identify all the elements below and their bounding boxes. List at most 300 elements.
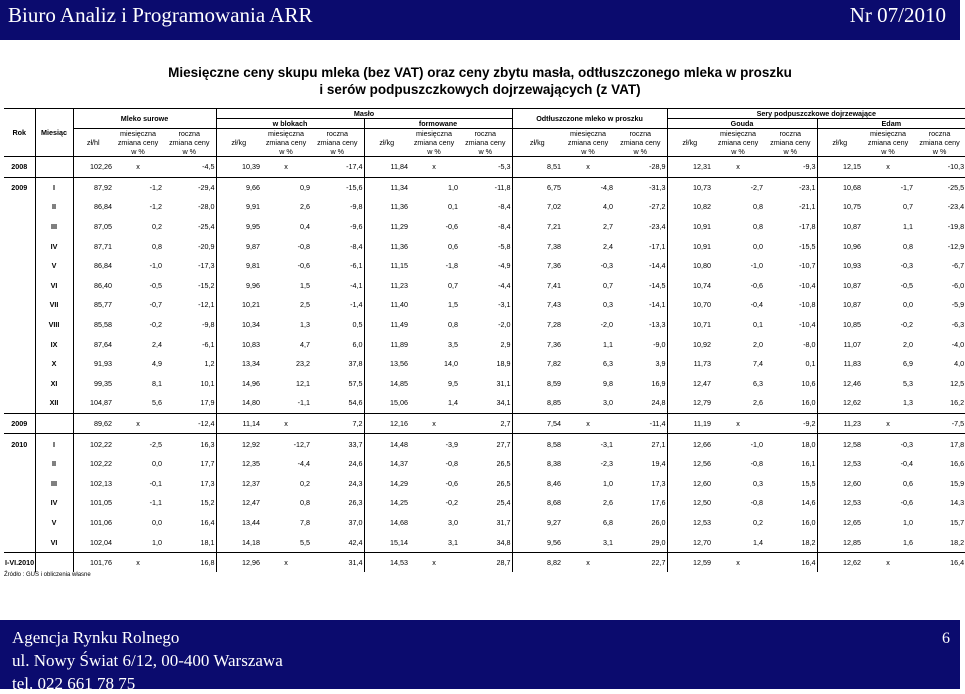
cell-value: 14,68 bbox=[364, 513, 409, 533]
cell-month: II bbox=[35, 454, 73, 474]
table-row bbox=[4, 334, 965, 354]
cell-value: 10,73 bbox=[667, 177, 712, 197]
cell-value: -12,4 bbox=[163, 413, 216, 434]
cell-value: 23,2 bbox=[296, 359, 310, 369]
col-edam: Edam bbox=[817, 119, 965, 129]
cell-year bbox=[4, 295, 35, 315]
cell-value: 2,0 bbox=[903, 339, 914, 349]
cell-value: 24,3 bbox=[348, 478, 363, 488]
cell-value: -0,4 bbox=[900, 459, 914, 469]
cell-value: 34,8 bbox=[496, 537, 511, 547]
cell-value: -4,9 bbox=[498, 261, 511, 271]
cell-value: 0,8 bbox=[300, 498, 310, 508]
cell-value: 2,9 bbox=[500, 339, 511, 349]
footer-agency: Agencja Rynku Rolnego bbox=[12, 628, 180, 647]
cell-value: 33,7 bbox=[311, 434, 364, 454]
cell-value: x bbox=[862, 552, 914, 572]
cell-value: 10,34 bbox=[216, 315, 261, 335]
cell-value: 11,84 bbox=[364, 157, 409, 178]
table-row bbox=[4, 177, 965, 197]
cell-value: 3,1 bbox=[603, 537, 614, 547]
cell-value: -28,0 bbox=[198, 202, 215, 212]
cell-value: 12,50 bbox=[667, 493, 712, 513]
cell-value: -17,8 bbox=[799, 222, 816, 232]
cell-value: -1,1 bbox=[297, 398, 310, 408]
cell-value: 15,2 bbox=[200, 498, 215, 508]
cell-value: 16,0 bbox=[801, 398, 816, 408]
unit-header: zł/hl bbox=[73, 129, 113, 157]
cell-value: -6,7 bbox=[951, 261, 965, 271]
cell-value: 1,0 bbox=[903, 517, 914, 527]
unit-header: zł/kg bbox=[512, 129, 562, 157]
cell-value: -1,8 bbox=[445, 261, 458, 271]
price-table bbox=[4, 108, 965, 572]
cell-value: x bbox=[136, 162, 140, 172]
cell-value: 14,29 bbox=[364, 474, 409, 494]
cell-value: 3,0 bbox=[603, 398, 614, 408]
sub-header: roczna bbox=[459, 129, 512, 139]
cell-value: 8,85 bbox=[512, 393, 562, 413]
sub-header-pct: zmiana ceny w % bbox=[914, 138, 965, 157]
cell-value: 10,91 bbox=[667, 217, 712, 237]
cell-value: -17,3 bbox=[198, 261, 215, 271]
cell-value: -0,6 bbox=[445, 478, 458, 488]
cell-year bbox=[4, 374, 35, 394]
cell-value: 18,9 bbox=[496, 359, 511, 369]
cell-value: 10,87 bbox=[817, 217, 862, 237]
cell-value: 0,4 bbox=[300, 222, 310, 232]
cell-value: 9,87 bbox=[216, 236, 261, 256]
table-row bbox=[4, 295, 965, 315]
cell-value: 11,73 bbox=[667, 354, 712, 374]
cell-value: 18,0 bbox=[764, 434, 817, 454]
cell-value: 0,7 bbox=[903, 202, 914, 212]
cell-value: 3,0 bbox=[448, 517, 458, 527]
sub-header: roczna bbox=[914, 129, 965, 139]
cell-year: 2009 bbox=[4, 413, 35, 434]
cell-value: -10,4 bbox=[799, 320, 816, 330]
cell-value: 1,4 bbox=[448, 398, 458, 408]
cell-value: 1,2 bbox=[204, 359, 215, 369]
cell-value: 42,4 bbox=[348, 537, 363, 547]
cell-year bbox=[4, 474, 35, 494]
cell-value: 13,34 bbox=[216, 354, 261, 374]
cell-value: 16,8 bbox=[163, 552, 216, 572]
cell-value: 87,05 bbox=[73, 217, 113, 237]
sub-header: roczna bbox=[163, 129, 216, 139]
cell-value: 12,70 bbox=[667, 532, 712, 552]
cell-value: -0,6 bbox=[750, 280, 764, 290]
cell-value: 4,9 bbox=[152, 359, 162, 369]
cell-value: 102,04 bbox=[73, 532, 113, 552]
cell-value: 102,22 bbox=[73, 434, 113, 454]
cell-year bbox=[4, 276, 35, 296]
cell-value: 7,21 bbox=[512, 217, 562, 237]
cell-value: 26,5 bbox=[496, 459, 511, 469]
cell-value: -4,0 bbox=[951, 339, 965, 349]
cell-value: -0,3 bbox=[900, 261, 914, 271]
cell-value: -21,1 bbox=[799, 202, 816, 212]
cell-value: -8,4 bbox=[498, 222, 511, 232]
cell-value: -8,4 bbox=[350, 241, 363, 251]
cell-value: 12,65 bbox=[817, 513, 862, 533]
cell-value: 101,76 bbox=[73, 552, 113, 572]
cell-value: 37,8 bbox=[348, 359, 363, 369]
cell-value: 31,1 bbox=[496, 378, 511, 388]
cell-value: 9,27 bbox=[512, 513, 562, 533]
cell-value: 14,18 bbox=[216, 532, 261, 552]
col-formowane: formowane bbox=[364, 119, 512, 129]
cell-value: 14,96 bbox=[216, 374, 261, 394]
source-note: Źródło : GUS i obliczenia własne bbox=[4, 572, 91, 578]
cell-value: 0,5 bbox=[352, 320, 363, 330]
cell-value: 14,80 bbox=[216, 393, 261, 413]
cell-value: 6,8 bbox=[603, 517, 614, 527]
cell-value: 6,3 bbox=[603, 359, 614, 369]
cell-value: -1,4 bbox=[350, 300, 363, 310]
cell-value: x bbox=[712, 413, 764, 434]
col-w-blokach: w blokach bbox=[216, 119, 364, 129]
cell-value: x bbox=[113, 413, 163, 434]
cell-value: 1,6 bbox=[903, 537, 914, 547]
cell-value: 10,70 bbox=[667, 295, 712, 315]
sub-header: roczna bbox=[614, 129, 667, 139]
cell-value: 26,0 bbox=[651, 517, 666, 527]
cell-value: 17,9 bbox=[200, 398, 215, 408]
cell-value: -1,0 bbox=[712, 434, 764, 454]
cell-value: -29,4 bbox=[163, 177, 216, 197]
cell-value: 14,3 bbox=[950, 498, 965, 508]
cell-value: 6,0 bbox=[352, 339, 363, 349]
table-row bbox=[4, 256, 965, 276]
unit-header: zł/kg bbox=[817, 129, 862, 157]
cell-value: -0,4 bbox=[750, 300, 764, 310]
cell-value: 102,22 bbox=[73, 454, 113, 474]
page-number: 6 bbox=[942, 630, 950, 647]
col-sery: Sery podpuszczkowe dojrzewające bbox=[667, 109, 965, 119]
cell-value: 14,37 bbox=[364, 454, 409, 474]
cell-value: 12,92 bbox=[216, 434, 261, 454]
cell-value: 7,4 bbox=[753, 359, 764, 369]
cell-value: 0,3 bbox=[603, 300, 614, 310]
cell-value: -0,5 bbox=[149, 280, 162, 290]
cell-year bbox=[4, 354, 35, 374]
cell-value: 7,36 bbox=[512, 334, 562, 354]
cell-value: 1,1 bbox=[903, 222, 914, 232]
cell-value: -4,4 bbox=[297, 459, 310, 469]
cell-value: 8,51 bbox=[512, 157, 562, 178]
cell-value: 16,4 bbox=[200, 517, 215, 527]
cell-value: 12,37 bbox=[216, 474, 261, 494]
cell-month: VI bbox=[35, 532, 73, 552]
cell-value: -6,3 bbox=[951, 320, 965, 330]
cell-value: -14,5 bbox=[649, 280, 666, 290]
cell-value: -12,7 bbox=[261, 434, 311, 454]
cell-value: -0,6 bbox=[297, 261, 310, 271]
cell-value: 10,91 bbox=[667, 236, 712, 256]
cell-month: VI bbox=[35, 276, 73, 296]
cell-value: 10,87 bbox=[817, 276, 862, 296]
cell-value: 12,96 bbox=[216, 552, 261, 572]
cell-value: 0,0 bbox=[753, 241, 764, 251]
cell-value: 0,8 bbox=[152, 241, 162, 251]
cell-value: -0,8 bbox=[297, 241, 310, 251]
cell-value: 17,6 bbox=[651, 498, 666, 508]
cell-value: -12,1 bbox=[198, 300, 215, 310]
cell-value: -25,5 bbox=[914, 177, 965, 197]
sub-header-pct: zmiana ceny w % bbox=[311, 138, 364, 157]
cell-value: 12,53 bbox=[667, 513, 712, 533]
col-rok: Rok bbox=[12, 128, 27, 137]
cell-value: -9,8 bbox=[350, 202, 363, 212]
cell-value: 28,7 bbox=[459, 552, 512, 572]
cell-value: 8,38 bbox=[512, 454, 562, 474]
cell-value: -6,1 bbox=[202, 339, 215, 349]
cell-value: -10,3 bbox=[947, 162, 965, 172]
sub-header-pct: zmiana ceny w % bbox=[764, 138, 817, 157]
cell-value: 13,44 bbox=[216, 513, 261, 533]
table-row bbox=[4, 552, 965, 572]
cell-value: x bbox=[409, 413, 459, 434]
cell-value: 14,53 bbox=[364, 552, 409, 572]
cell-value: -10,4 bbox=[799, 280, 816, 290]
cell-value: 10,68 bbox=[817, 177, 862, 197]
cell-month: VIII bbox=[35, 315, 73, 335]
cell-value: 57,5 bbox=[348, 378, 363, 388]
cell-value: x bbox=[261, 413, 311, 434]
col-odtluszczone: Odtłuszczone mleko w proszku bbox=[512, 109, 667, 129]
cell-value: -20,9 bbox=[198, 241, 215, 251]
cell-value: 11,36 bbox=[364, 236, 409, 256]
cell-value: 7,36 bbox=[512, 256, 562, 276]
cell-value: -4,8 bbox=[562, 177, 614, 197]
cell-value: 17,3 bbox=[200, 478, 215, 488]
cell-value: -1,0 bbox=[149, 261, 162, 271]
cell-value: -5,9 bbox=[951, 300, 965, 310]
sub-header: miesięczna bbox=[562, 129, 614, 139]
cell-value: -0,2 bbox=[149, 320, 162, 330]
cell-year bbox=[4, 334, 35, 354]
cell-value: 17,3 bbox=[651, 478, 666, 488]
unit-header: zł/kg bbox=[364, 129, 409, 157]
cell-month: III bbox=[35, 474, 73, 494]
cell-value: 3,1 bbox=[448, 537, 458, 547]
cell-value: 8,58 bbox=[512, 434, 562, 454]
cell-value: 12,47 bbox=[667, 374, 712, 394]
table-row bbox=[4, 493, 965, 513]
cell-value: x bbox=[113, 552, 163, 572]
cell-value: 0,8 bbox=[448, 320, 458, 330]
cell-value: 10,71 bbox=[667, 315, 712, 335]
cell-value: 1,0 bbox=[152, 537, 162, 547]
cell-month: X bbox=[35, 354, 73, 374]
cell-value: 11,29 bbox=[364, 217, 409, 237]
cell-value: 4,7 bbox=[300, 339, 310, 349]
sub-header-pct: zmiana ceny w % bbox=[712, 138, 764, 157]
cell-value: 16,0 bbox=[801, 517, 816, 527]
cell-value: -9,3 bbox=[803, 162, 816, 172]
cell-month: V bbox=[35, 256, 73, 276]
cell-value: 3,5 bbox=[448, 339, 458, 349]
table-title-line2: i serów podpuszczkowych dojrzewających (z VAT) bbox=[319, 82, 641, 97]
cell-value: 87,71 bbox=[73, 236, 113, 256]
cell-value: 12,59 bbox=[667, 552, 712, 572]
cell-value: -31,3 bbox=[614, 177, 667, 197]
cell-value: 85,77 bbox=[73, 295, 113, 315]
cell-value: 2,6 bbox=[753, 398, 764, 408]
cell-value: 14,0 bbox=[444, 359, 458, 369]
cell-value: 12,62 bbox=[817, 552, 862, 572]
cell-month bbox=[35, 157, 73, 178]
cell-month: IV bbox=[35, 236, 73, 256]
cell-value: 12,46 bbox=[817, 374, 862, 394]
cell-value: x bbox=[261, 552, 311, 572]
cell-value: 12,53 bbox=[817, 493, 862, 513]
cell-value: -23,4 bbox=[649, 222, 666, 232]
cell-value: 11,07 bbox=[817, 334, 862, 354]
cell-value: x bbox=[862, 413, 914, 434]
cell-value: 9,5 bbox=[448, 378, 458, 388]
sub-header: miesięczna bbox=[409, 129, 459, 139]
cell-month: IV bbox=[35, 493, 73, 513]
cell-value: 9,96 bbox=[216, 276, 261, 296]
cell-value: 8,68 bbox=[512, 493, 562, 513]
cell-value: -10,8 bbox=[799, 300, 816, 310]
cell-value: 9,8 bbox=[603, 378, 614, 388]
cell-year: 2008 bbox=[11, 162, 28, 172]
cell-value: -2,7 bbox=[712, 177, 764, 197]
sub-header-pct: zmiana ceny w % bbox=[562, 138, 614, 157]
cell-value: 2,5 bbox=[300, 300, 310, 310]
sub-header: miesięczna bbox=[862, 129, 914, 139]
col-gouda: Gouda bbox=[667, 119, 817, 129]
cell-value: 25,4 bbox=[496, 498, 511, 508]
cell-value: x bbox=[736, 162, 740, 172]
cell-value: -10,7 bbox=[799, 261, 816, 271]
cell-month: VII bbox=[35, 295, 73, 315]
cell-value: -14,1 bbox=[649, 300, 666, 310]
cell-value: -1,0 bbox=[750, 261, 764, 271]
table-row bbox=[4, 374, 965, 394]
cell-value: 14,6 bbox=[801, 498, 816, 508]
cell-value: 7,38 bbox=[512, 236, 562, 256]
cell-value: 24,8 bbox=[651, 398, 666, 408]
sub-header-pct: zmiana ceny w % bbox=[261, 138, 311, 157]
cell-value: -28,9 bbox=[649, 162, 666, 172]
cell-value: 0,7 bbox=[448, 280, 458, 290]
table-body bbox=[4, 157, 965, 573]
cell-value: 10,6 bbox=[801, 378, 816, 388]
cell-value: 10,80 bbox=[667, 256, 712, 276]
cell-value: -15,2 bbox=[198, 280, 215, 290]
cell-value: -0,6 bbox=[900, 498, 914, 508]
cell-value: 0,0 bbox=[903, 300, 914, 310]
sub-header-pct: zmiana ceny w % bbox=[409, 138, 459, 157]
cell-value: 15,7 bbox=[950, 517, 965, 527]
cell-value: 12,66 bbox=[667, 434, 712, 454]
cell-value: 12,47 bbox=[216, 493, 261, 513]
cell-value: -1,1 bbox=[149, 498, 162, 508]
top-banner bbox=[0, 0, 960, 40]
table-row bbox=[4, 217, 965, 237]
cell-value: 18,2 bbox=[801, 537, 816, 547]
cell-value: 6,9 bbox=[903, 359, 914, 369]
cell-value: 10,75 bbox=[817, 197, 862, 217]
cell-value: 15,14 bbox=[364, 532, 409, 552]
footer-phone: tel. 022 661 78 75 bbox=[12, 674, 136, 693]
cell-value: x bbox=[586, 162, 590, 172]
cell-value: 9,81 bbox=[216, 256, 261, 276]
cell-value: 7,28 bbox=[512, 315, 562, 335]
cell-value: 12,58 bbox=[817, 434, 862, 454]
cell-value: -2,3 bbox=[600, 459, 614, 469]
cell-value: 11,40 bbox=[364, 295, 409, 315]
cell-value: -1,2 bbox=[149, 202, 162, 212]
cell-value: -6,1 bbox=[350, 261, 363, 271]
cell-value: 0,7 bbox=[603, 280, 614, 290]
cell-value: -12,9 bbox=[947, 241, 965, 251]
cell-value: 15,5 bbox=[801, 478, 816, 488]
cell-value: 22,7 bbox=[614, 552, 667, 572]
cell-value: x bbox=[284, 162, 288, 172]
cell-year bbox=[4, 493, 35, 513]
cell-value: 24,6 bbox=[348, 459, 363, 469]
cell-value: 12,60 bbox=[667, 474, 712, 494]
cell-month bbox=[35, 413, 73, 434]
cell-value: 26,3 bbox=[348, 498, 363, 508]
cell-value: 10,74 bbox=[667, 276, 712, 296]
cell-value: 7,2 bbox=[311, 413, 364, 434]
col-miesiac: Miesiąc bbox=[35, 109, 73, 157]
cell-value: -0,8 bbox=[445, 459, 458, 469]
cell-value: 26,5 bbox=[496, 478, 511, 488]
cell-value: 0,3 bbox=[753, 478, 764, 488]
cell-value: 7,82 bbox=[512, 354, 562, 374]
cell-value: 0,8 bbox=[903, 241, 914, 251]
cell-value: -5,8 bbox=[498, 241, 511, 251]
cell-value: 16,3 bbox=[163, 434, 216, 454]
cell-value: -0,8 bbox=[750, 498, 764, 508]
cell-value: x bbox=[712, 552, 764, 572]
table-row bbox=[4, 434, 965, 454]
cell-value: 89,62 bbox=[73, 413, 113, 434]
cell-value: 2,4 bbox=[603, 241, 614, 251]
cell-year: 2010 bbox=[4, 434, 35, 454]
cell-value: 29,0 bbox=[651, 537, 666, 547]
cell-month: I bbox=[35, 177, 73, 197]
cell-value: 14,85 bbox=[364, 374, 409, 394]
unit-header: zł/kg bbox=[216, 129, 261, 157]
cell-value: -0,2 bbox=[445, 498, 458, 508]
cell-value: 1,3 bbox=[300, 320, 310, 330]
cell-value: 7,02 bbox=[512, 197, 562, 217]
cell-year bbox=[4, 236, 35, 256]
cell-month: IX bbox=[35, 334, 73, 354]
table-row bbox=[4, 532, 965, 552]
cell-value: 11,23 bbox=[364, 276, 409, 296]
cell-value: 0,2 bbox=[300, 478, 310, 488]
cell-value: -0,3 bbox=[600, 261, 614, 271]
cell-value: 9,66 bbox=[216, 177, 261, 197]
cell-value: 0,6 bbox=[903, 478, 914, 488]
cell-value: 0,1 bbox=[805, 359, 816, 369]
cell-value: 0,6 bbox=[448, 241, 458, 251]
cell-value: 18,2 bbox=[950, 537, 965, 547]
cell-value: -9,6 bbox=[350, 222, 363, 232]
cell-value: 0,2 bbox=[753, 517, 764, 527]
cell-value: 12,16 bbox=[364, 413, 409, 434]
cell-month: XI bbox=[35, 374, 73, 394]
